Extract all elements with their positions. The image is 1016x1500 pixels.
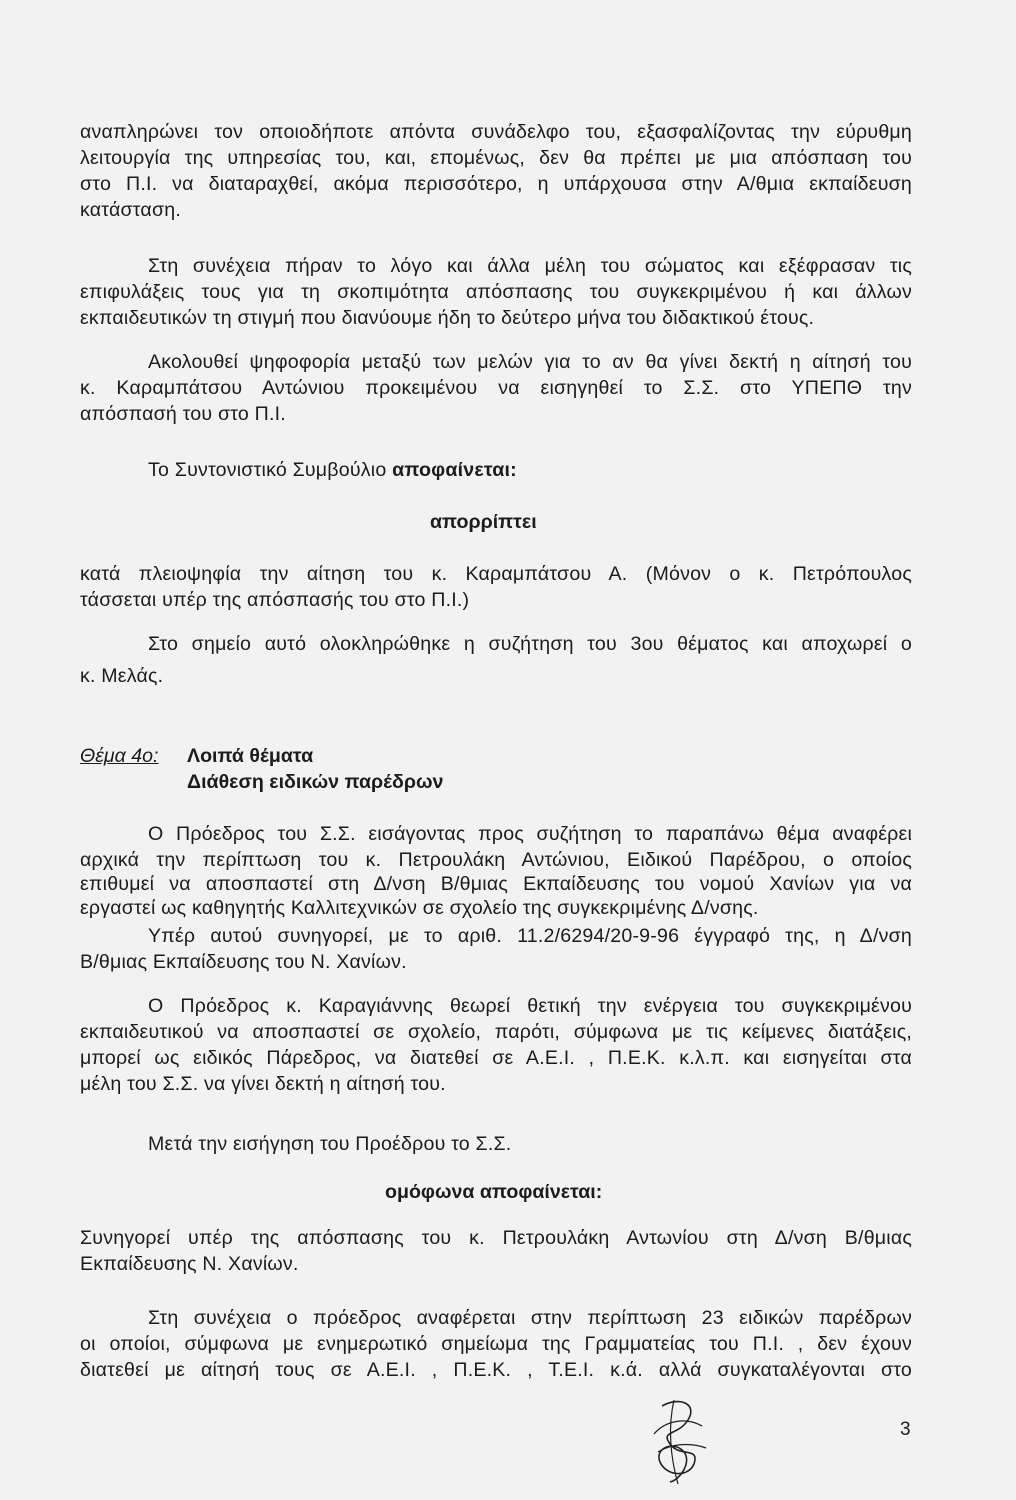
text-line: Συνηγορεί υπέρ της απόσπασης του κ. Πετρουλάκη Αντωνίου στη Δ/νση Β/θμιας (80, 1227, 912, 1249)
text-line: Ο Πρόεδρος του Σ.Σ. εισάγοντας προς συζήτηση το παραπάνω θέμα αναφέρει (148, 823, 912, 845)
text-line: εργαστεί ως καθηγητής Καλλιτεχνικών σε σχολείο της συγκεκριμένης Δ/νσης. (80, 897, 759, 919)
text-line: Β/θμιας Εκπαίδευσης του Ν. Χανίων. (80, 951, 407, 973)
text-line: απόσπασή του στο Π.Ι. (80, 403, 286, 425)
text-line: Μετά την εισήγηση του Προέδρου το Σ.Σ. (148, 1133, 512, 1155)
text-line: αρχικά την περίπτωση του κ. Πετρουλάκη Αντώνιου, Ειδικού Παρέδρου, ο οποίος (80, 849, 912, 871)
text-line: διατεθεί με αίτησή τους σε Α.Ε.Ι. , Π.Ε.Κ. , Τ.Ε.Ι. κ.ά. αλλά συγκαταλέγονται στο (80, 1359, 912, 1381)
text-line: μπορεί ως ειδικός Πάρεδρος, να διατεθεί σε Α.Ε.Ι. , Π.Ε.Κ. κ.λ.π. και εισηγείται στα (80, 1047, 912, 1069)
text-line: μέλη του Σ.Σ. να γίνει δεκτή η αίτησή του. (80, 1073, 446, 1095)
text-line: κ. Μελάς. (80, 665, 164, 687)
text-line: Ο Πρόεδρος κ. Καραγιάννης θεωρεί θετική την ενέργεια του συγκεκριμένου (148, 995, 912, 1017)
text-line: Ακολουθεί ψηφοφορία μεταξύ των μελών για το αν θα γίνει δεκτή η αίτησή του (148, 351, 912, 373)
text-line: κατάσταση. (80, 199, 181, 221)
text-line: Στη συνέχεια πήραν το λόγο και άλλα μέλη του σώματος και εξέφρασαν τις (148, 255, 912, 277)
decision-intro (148, 458, 912, 482)
text-line: εκπαιδευτικού να αποσπαστεί σε σχολείο, παρότι, σύμφωνα με τις κείμενες διατάξεις, (80, 1021, 912, 1043)
text-line: οι οποίοι, σύμφωνα με ενημερωτικό σημείωμα της Γραμματείας του Π.Ι. , δεν έχουν (80, 1333, 912, 1355)
text-line: αναπληρώνει τον οποιοδήποτε απόντα συνάδελφο του, εξασφαλίζοντας την εύρυθμη (80, 121, 912, 143)
text-line: επιθυμεί να αποσπαστεί στη Δ/νση Β/θμιας Εκπαίδευσης του νομού Χανίων για να (80, 873, 912, 895)
text-line: λειτουργία της υπηρεσίας του, και, επομένως, δεν θα πρέπει με μια απόσπαση του (80, 147, 912, 169)
decision-intro-text: Το Συντονιστικό Συμβούλιο (148, 459, 387, 481)
text-line: κ. Καραμπάτσου Αντώνιου προκειμένου να εισηγηθεί το Σ.Σ. στο ΥΠΕΠΘ την (80, 377, 912, 399)
decision-word: ομόφωνα αποφαίνεται: (385, 1181, 603, 1203)
text-line: Εκπαίδευσης Ν. Χανίων. (80, 1253, 299, 1275)
decision-word: απορρίπτει (430, 511, 537, 533)
signature-mark (640, 1386, 720, 1486)
text-line: Στη συνέχεια ο πρόεδρος αναφέρεται στην περίπτωση 23 ειδικών παρέδρων (148, 1307, 912, 1329)
text-line: τάσσεται υπέρ της απόσπασής του στο Π.Ι.) (80, 589, 470, 611)
topic-title: Λοιπά θέματα (187, 745, 314, 767)
text-line: κατά πλειοψηφία την αίτηση του κ. Καραμπάτσου Α. (Μόνον ο κ. Πετρόπουλος (80, 563, 912, 585)
page-number: 3 (900, 1419, 911, 1440)
topic-subtitle: Διάθεση ειδικών παρέδρων (187, 771, 444, 793)
text-line: επιφυλάξεις τους για τη σκοπιμότητα απόσπασης του συγκεκριμένου ή και άλλων (80, 281, 912, 303)
text-line: στο Π.Ι. να διαταραχθεί, ακόμα περισσότερο, η υπάρχουσα στην Α/θμια εκπαίδευση (80, 173, 912, 195)
topic-label: Θέμα 4ο: (80, 745, 159, 767)
text-line: Υπέρ αυτού συνηγορεί, με το αριθ. 11.2/6294/20-9-96 έγγραφό της, η Δ/νση (148, 925, 912, 947)
text-line: εκπαιδευτικών τη στιγμή που διανύουμε ήδη το δεύτερο μήνα του διδακτικού έτους. (80, 307, 815, 329)
decision-verb: αποφαίνεται: (392, 459, 517, 481)
text-line: Στο σημείο αυτό ολοκληρώθηκε η συζήτηση του 3ου θέματος και αποχωρεί ο (148, 633, 912, 655)
